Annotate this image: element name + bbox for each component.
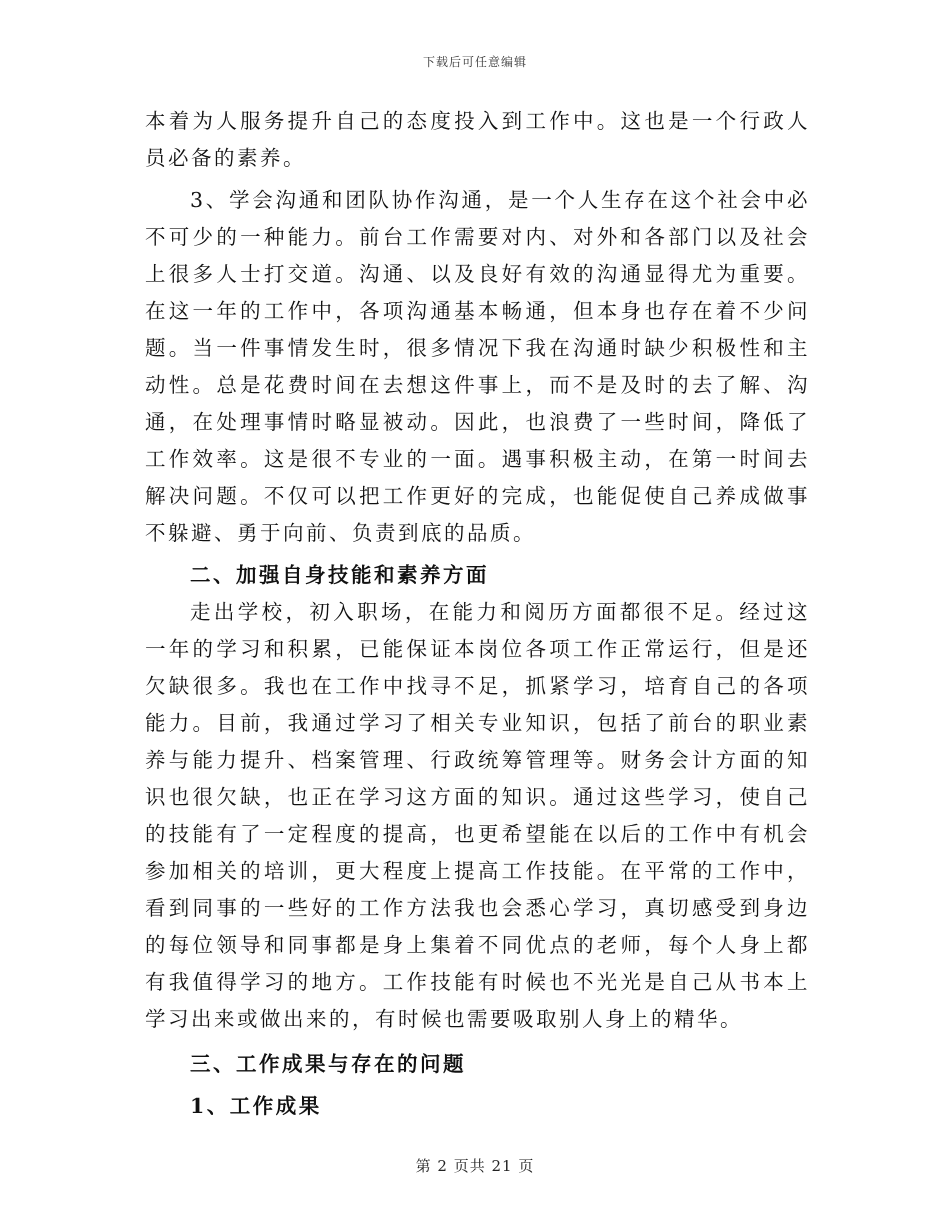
paragraph-communication: 3、学会沟通和团队协作沟通，是一个人生存在这个社会中必不可少的一种能力。前台工作需要对内、对外和各部门以及社会上很多人士打交道。沟通、以及良好有效的沟通显得尤为重要。在这一年的工作中，各项沟通基本畅通，但本身也存在着不少问题。当一件事情发生时，很多情况下我在沟通时缺少积极性和主动性。总是花费时间在去想这件事上，而不是及时的去了解、沟通，在处理事情时略显被动。因此，也浪费了一些时间，降低了工作效率。这是很不专业的一面。遇事积极主动，在第一时间去解决问题。不仅可以把工作更好的完成，也能促使自己养成做事不躲避、勇于向前、负责到底的品质。: [145, 188, 810, 545]
section-heading-skills: 二、加强自身技能和素养方面: [190, 563, 489, 587]
page-number: 第 2 页共 21 页: [415, 1157, 535, 1175]
header-note: 下载后可任意编辑: [422, 55, 527, 69]
paragraph-continuation: 本着为人服务提升自己的态度投入到工作中。这也是一个行政人员必备的素养。: [145, 109, 810, 170]
paragraph-skills: 走出学校，初入职场，在能力和阅历方面都很不足。经过这一年的学习和积累，已能保证本岗位各项工作正常运行，但是还欠缺很多。我也在工作中找寻不足，抓紧学习，培育自己的各项能力。目前，我通过学习了相关专业知识，包括了前台的职业素养与能力提升、档案管理、行政统筹管理等。财务会计方面的知识也很欠缺，也正在学习这方面的知识。通过这些学习，使自己的技能有了一定程度的提高，也更希望能在以后的工作中有机会参加相关的培训，更大程度上提高工作技能。在平常的工作中，看到同事的一些好的工作方法我也会悉心学习，真切感受到身边的每位领导和同事都是身上集着不同优点的老师，每个人身上都有我值得学习的地方。工作技能有时候也不光光是自己从书本上学习出来或做出来的，有时候也需要吸取别人身上的精华。: [145, 600, 810, 1031]
document-body: [145, 103, 810, 1125]
section-heading-results: 三、工作成果与存在的问题: [190, 1052, 466, 1076]
subsection-heading-work-results: 1、工作成果: [190, 1094, 322, 1118]
